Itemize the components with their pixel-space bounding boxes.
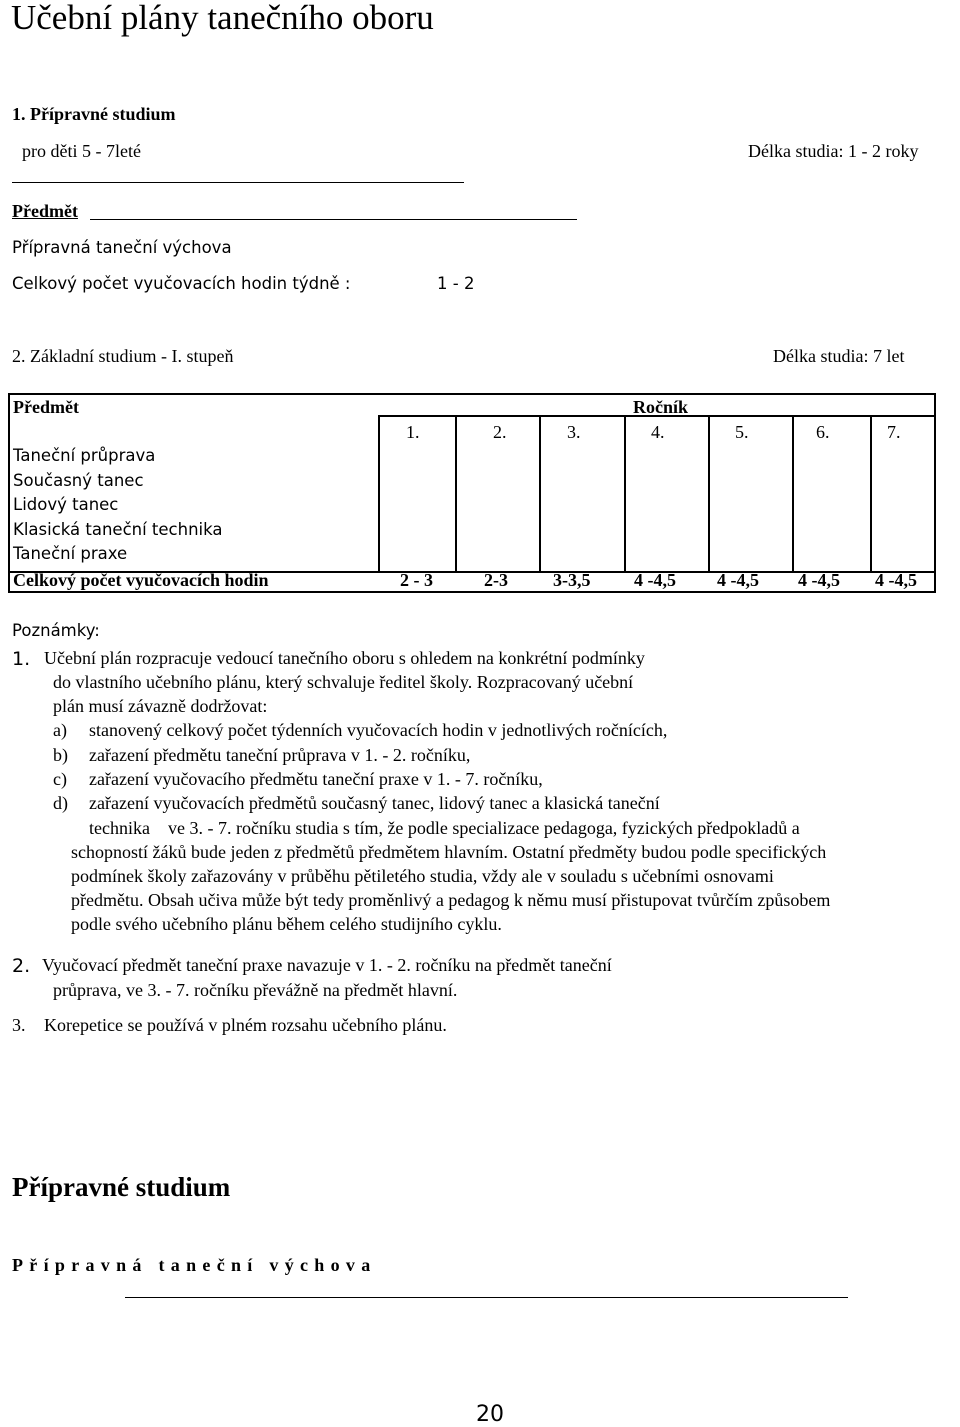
section2-heading: 2. Základní studium - I. stupeň [12, 346, 234, 366]
note-item-text: zařazení vyučovacího předmětu taneční praxe v 1. - 7. ročníku, [89, 769, 543, 789]
year-label: 4. [651, 422, 665, 442]
table-divider [792, 415, 794, 571]
note-item-text: stanovený celkový počet týdenních vyučovacích hodin v jednotlivých ročnících, [89, 720, 668, 740]
section1-heading: 1. Přípravné studium [12, 104, 176, 124]
table-divider [539, 415, 541, 571]
table-subject-header: Předmět [13, 397, 79, 417]
note-item-text: zařazení vyučovacích předmětů současný tanec, lidový tanec a klasická taneční [89, 793, 660, 813]
table-divider [455, 415, 457, 571]
note3-number: 3. [12, 1015, 26, 1035]
year-label: 3. [567, 422, 581, 442]
note1-line: plán musí závazně dodržovat: [53, 696, 268, 716]
study-plan-table [8, 393, 936, 593]
year-label: 2. [493, 422, 507, 442]
note3-text: Korepetice se používá v plném rozsahu učebního plánu. [44, 1015, 447, 1035]
note-item-continuation: předmětu. Obsah učiva může být tedy proměnlivý a pedagog k němu musí přistupovat tvůrčím způsobem [71, 890, 831, 910]
note-item-letter: b) [53, 745, 68, 765]
section1-duration: Délka studia: 1 - 2 roky [748, 141, 919, 161]
table-total-value: 2 - 3 [400, 570, 433, 590]
table-divider [708, 415, 710, 571]
year-label: 7. [887, 422, 901, 442]
table-total-value: 4 -4,5 [717, 570, 759, 590]
note1-line: Učební plán rozpracuje vedoucí tanečního oboru s ohledem na konkrétní podmínky [44, 648, 645, 668]
section1-total-label: Celkový počet vyučovacích hodin týdně : [12, 274, 351, 293]
section1-subject: Přípravná taneční výchova [12, 238, 232, 257]
note-item-letter: a) [53, 720, 67, 740]
subject-row: Současný tanec [13, 471, 144, 490]
subject-row: Klasická taneční technika [13, 520, 223, 539]
subject-row: Taneční průprava [13, 446, 156, 465]
table-total-value: 4 -4,5 [798, 570, 840, 590]
note2-line: průprava, ve 3. - 7. ročníku převážně na předmět hlavní. [53, 980, 458, 1000]
note2-line: Vyučovací předmět taneční praxe navazuje v 1. - 2. ročníku na předmět taneční [42, 955, 612, 975]
note-item-letter: d) [53, 793, 68, 813]
bottom-heading: Přípravné studium [12, 1172, 231, 1202]
table-divider [870, 415, 872, 571]
section2-duration: Délka studia: 7 let [773, 346, 905, 366]
section1-total-value: 1 - 2 [437, 274, 475, 293]
bottom-spaced-title: Přípravná taneční výchova [12, 1255, 377, 1275]
subject-row: Taneční praxe [13, 544, 128, 563]
year-label: 1. [406, 422, 420, 442]
page-number: 20 [476, 1402, 504, 1427]
note-item-continuation: podle svého učebního plánu během celého studijního cyklu. [71, 914, 502, 934]
note-item-continuation: schopností žáků bude jeden z předmětů předmětem hlavním. Ostatní předměty budou podle specifických [71, 842, 827, 862]
note-item-continuation: podmínek školy zařazovány v průběhu pětiletého studia, vždy ale v souladu s učebními osnovami [71, 866, 774, 886]
notes-heading: Poznámky: [12, 621, 100, 640]
note1-number: 1. [12, 648, 31, 670]
table-total-label: Celkový počet vyučovacích hodin [13, 570, 269, 590]
note-item-letter: c) [53, 769, 67, 789]
note2-number: 2. [12, 955, 31, 977]
table-total-value: 4 -4,5 [875, 570, 917, 590]
table-total-value: 2-3 [484, 570, 508, 590]
bottom-rule [125, 1297, 848, 1298]
section1-rule [12, 182, 464, 183]
year-label: 5. [735, 422, 749, 442]
table-divider [378, 415, 380, 571]
table-total-value: 3-3,5 [553, 570, 591, 590]
note1-line: do vlastního učebního plánu, který schvaluje ředitel školy. Rozpracovaný učební [53, 672, 634, 692]
note-item-text: zařazení předmětu taneční průprava v 1. - 2. ročníku, [89, 745, 471, 765]
section1-subtitle: pro děti 5 - 7leté [22, 141, 141, 161]
table-total-value: 4 -4,5 [634, 570, 676, 590]
subject-row: Lidový tanec [13, 495, 119, 514]
year-label: 6. [816, 422, 830, 442]
section1-subject-underline [90, 219, 577, 220]
table-year-header: Ročník [633, 397, 689, 417]
note-item-continuation: technika ve 3. - 7. ročníku studia s tím, že podle specializace pedagoga, fyzických předpokladů a [89, 818, 800, 838]
page-title: Učební plány tanečního oboru [11, 0, 434, 37]
table-divider [624, 415, 626, 571]
section1-subject-header: Předmět [12, 201, 78, 221]
